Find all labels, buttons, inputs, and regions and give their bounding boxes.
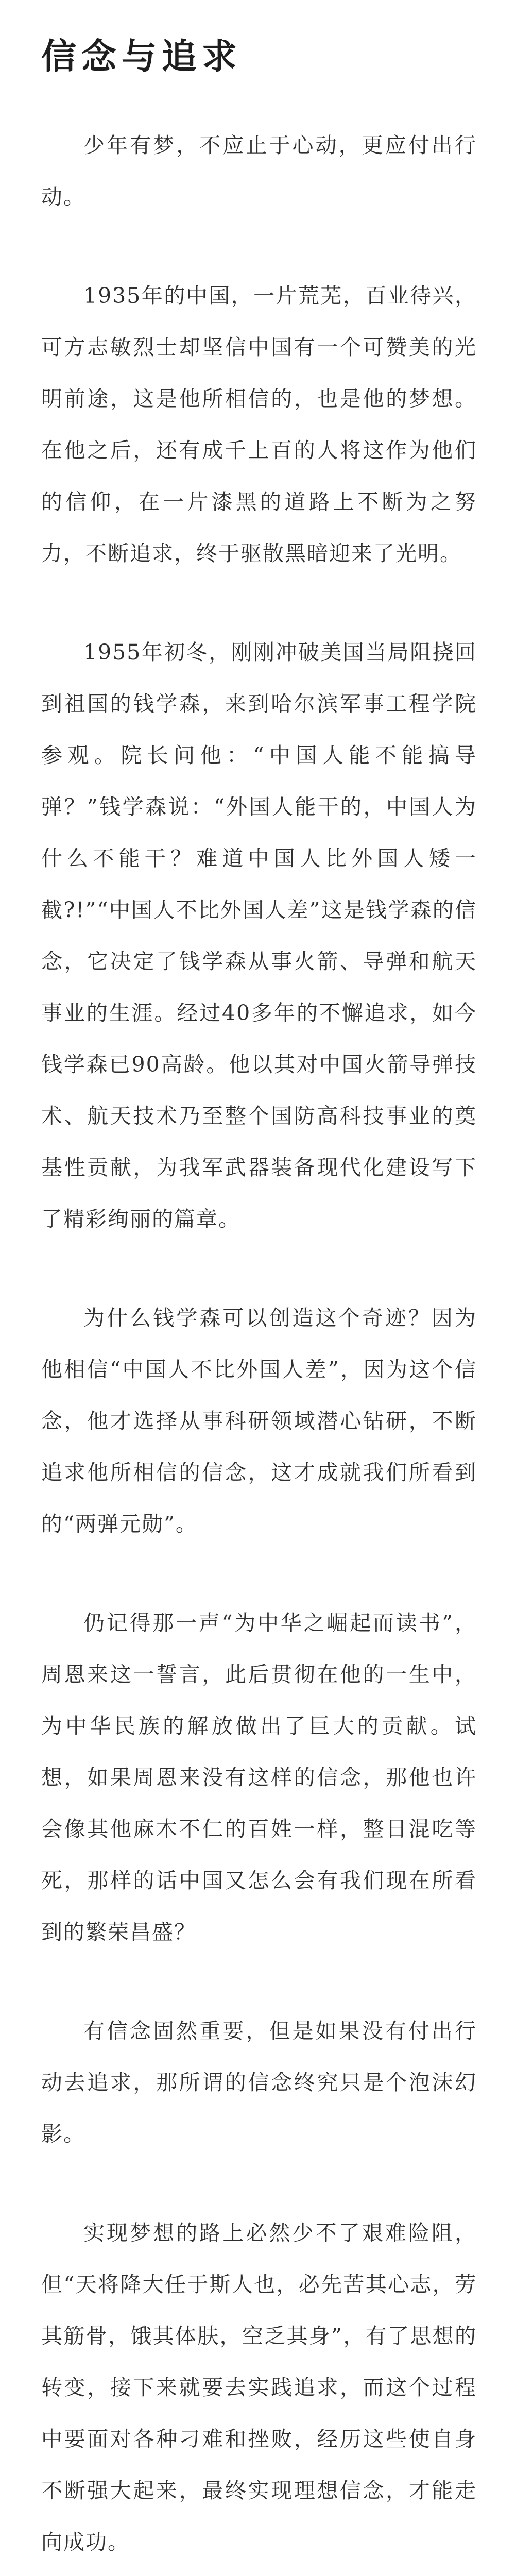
paragraph-3: 1955年初冬，刚刚冲破美国当局阻挠回到祖国的钱学森，来到哈尔滨军事工程学院参观。院长问他：“中国人能不能搞导弹？”钱学森说：“外国人能干的，中国人为什么不能干？难道中国人比外国人矮一截?!”“中国人不比外国人差”这是钱学森的信念，它决定了钱学森从事火箭、导弹和航天事业的生涯。经过40多年的不懈追求，如今钱学森已90高龄。他以其对中国火箭导弹技术、航天技术乃至整个国防高科技事业的奠基性贡献，为我军武器装备现代化建设写下了精彩绚丽的篇章。 — [41, 639, 477, 1231]
paragraph-6: 有信念固然重要，但是如果没有付出行动去追求，那所谓的信念终究只是个泡沫幻影。 — [41, 2018, 477, 2146]
paragraph-7: 实现梦想的路上必然少不了艰难险阻，但“天将降大任于斯人也，必先苦其心志，劳其筋骨，饿其体肤，空乏其身”，有了思想的转变，接下来就要去实践追求，而这个过程中要面对各种刁难和挫败，经历这些使自身不断强大起来，最终实现理想信念，才能走向成功。 — [41, 2220, 477, 2554]
paragraph-1: 少年有梦，不应止于心动，更应付出行动。 — [41, 132, 477, 209]
paragraph-5: 仍记得那一声“为中华之崛起而读书”，周恩来这一誓言，此后贯彻在他的一生中，为中华民族的解放做出了巨大的贡献。试想，如果周恩来没有这样的信念，那他也许会像其他麻木不仁的百姓一样，整日混吃等死，那样的话中国又怎么会有我们现在所看到的繁荣昌盛？ — [41, 1610, 477, 1944]
paragraph-4: 为什么钱学森可以创造这个奇迹？因为他相信“中国人不比外国人差”，因为这个信念，他才选择从事科研领域潜心钻研，不断追求他所相信的信念，这才成就我们所看到的“两弹元勋”。 — [41, 1305, 477, 1536]
page-title: 信念与追求 — [41, 36, 243, 77]
paragraph-2: 1935年的中国，一片荒芜，百业待兴，可方志敏烈士却坚信中国有一个可赞美的光明前途，这是他所相信的，也是他的梦想。在他之后，还有成千上百的人将这作为他们的信仰，在一片漆黑的道路上不断为之努力，不断追求，终于驱散黑暗迎来了光明。 — [41, 283, 477, 566]
